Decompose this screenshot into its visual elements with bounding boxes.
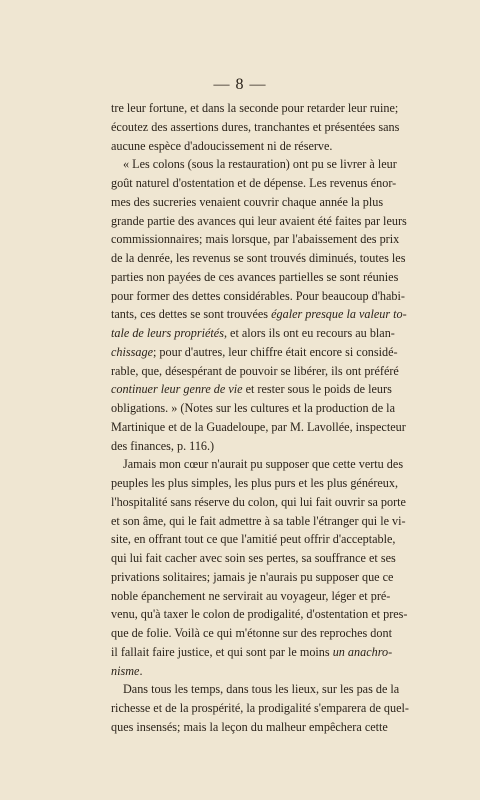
text-line: des finances, p. 116.) xyxy=(111,438,215,453)
text-line: goût naturel d'ostentation et de dépense. Les revenus énor- xyxy=(111,176,397,190)
text-line: ques insensés; mais la leçon du malheur empêchera cette xyxy=(111,719,388,734)
text-line: aucune espèce d'adoucissement ni de réserve. xyxy=(111,138,333,153)
text-line: écoutez des assertions dures, tranchantes et présentées sans xyxy=(111,119,400,134)
text-line: Jamais mon cœur n'aurait pu supposer que cette vertu des xyxy=(123,457,404,472)
text-line: tale de leurs propriétés, et alors ils ont eu recours au blan- xyxy=(111,326,395,340)
text-line: peuples les plus simples, les plus purs et les plus généreux, xyxy=(111,476,399,490)
text-line: nisme. xyxy=(111,663,143,678)
text-line: tants, ces dettes se sont trouvées égaler presque la valeur to- xyxy=(111,307,407,322)
text-line: pour former des dettes considérables. Pour beaucoup d'habi- xyxy=(111,288,405,303)
italic-phrase: tale de leurs propriétés xyxy=(111,326,224,340)
text-line: chissage; pour d'autres, leur chiffre était encore si considé- xyxy=(111,344,398,359)
text-line: et son âme, qui le fait admettre à sa table l'étranger qui le vi- xyxy=(111,513,406,528)
italic-phrase: égaler presque la valeur to- xyxy=(271,307,407,322)
text-line: venu, qu'à taxer le colon de prodigalité, d'ostentation et pres- xyxy=(111,607,408,622)
text-line: mes des sucreries venaient couvrir chaque année la plus xyxy=(111,194,384,209)
text-line: « Les colons (sous la restauration) ont pu se livrer à leur xyxy=(123,157,397,172)
text-line: Dans tous les temps, dans tous les lieux, sur les pas de la xyxy=(123,682,400,697)
italic-phrase: nisme xyxy=(111,663,140,678)
text-line: il fallait faire justice, et qui sont par le moins un anachro- xyxy=(111,644,393,659)
text-line: rable, que, désespérant de pouvoir se libérer, ils ont préféré xyxy=(111,363,399,378)
text-line: obligations. » (Notes sur les cultures et la production de la xyxy=(111,401,395,415)
text-line: de la denrée, les revenus se sont trouvés diminués, toutes les xyxy=(111,251,406,265)
text-line: richesse et de la prospérité, la prodigalité s'emparera de quel- xyxy=(111,701,409,715)
text-line: commissionnaires; mais lorsque, par l'abaissement des prix xyxy=(111,232,400,247)
page-number: — 8 — xyxy=(213,76,267,93)
text-line: continuer leur genre de vie et rester sous le poids de leurs xyxy=(111,382,392,397)
text-line: site, en offrant tout ce que l'amitié peut offrir d'acceptable, xyxy=(111,532,396,547)
text-line: que de folie. Voilà ce qui m'étonne sur des reproches dont xyxy=(111,626,392,640)
text-line: Martinique et de la Guadeloupe, par M. Lavollée, inspecteur xyxy=(111,419,406,434)
italic-phrase: un anachro- xyxy=(332,644,393,659)
text-line: privations solitaires; jamais je n'aurais pu supposer que ce xyxy=(111,569,394,584)
body-text xyxy=(111,99,409,737)
text-line: tre leur fortune, et dans la seconde pour retarder leur ruine; xyxy=(111,101,399,115)
italic-phrase: continuer leur genre de vie xyxy=(111,382,243,397)
text-line: grande partie des avances qui leur avaient été faites par leurs xyxy=(111,213,407,228)
text-line: qui lui fait cacher avec soin ses pertes, sa souffrance et ses xyxy=(111,551,396,565)
text-line: noble épanchement ne servirait au voyageur, léger et pré- xyxy=(111,588,391,603)
text-line: parties non payées de ces avances partielles se sont réunies xyxy=(111,269,399,284)
text-line: l'hospitalité sans réserve du colon, qui lui fait ouvrir sa porte xyxy=(111,494,406,509)
italic-phrase: chissage xyxy=(111,344,153,359)
